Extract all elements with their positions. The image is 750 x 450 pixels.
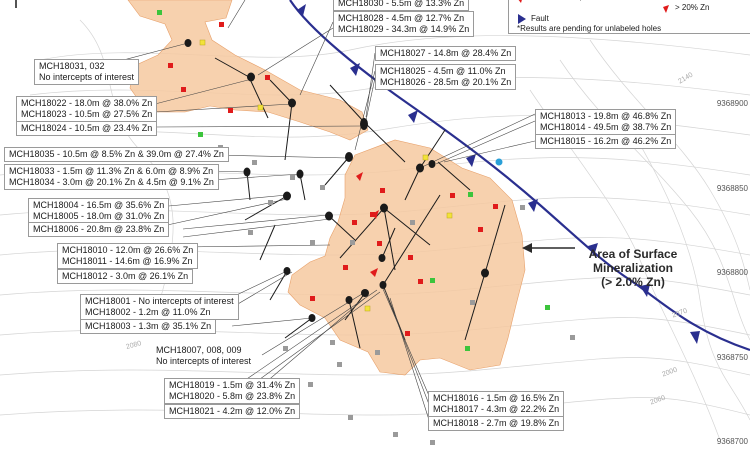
sample-unassayed [320, 185, 325, 190]
drill-label-mch18007 [156, 345, 251, 367]
sample-unassayed [393, 432, 398, 437]
drill-collar [288, 99, 296, 108]
drill-label-mch18016 [428, 391, 564, 417]
legend-note: *Results are pending for unlabeled holes [517, 24, 662, 33]
drill-label-line: MCH18011 - 14.6m @ 16.9% Zn [62, 256, 193, 266]
drill-collar [379, 254, 386, 262]
drill-label-line: MCH18004 - 16.5m @ 35.6% Zn [33, 200, 165, 210]
sample-high-grade [450, 193, 455, 198]
drill-label-line: MCH18015 - 16.2m @ 46.2% Zn [540, 136, 672, 146]
drill-label-line: MCH18006 - 20.8m @ 23.8% Zn [33, 224, 165, 234]
drill-label-line: MCH18021 - 4.2m @ 12.0% Zn [169, 406, 296, 416]
drill-collar [429, 160, 436, 168]
drill-label-mch18027 [375, 46, 516, 61]
sample-low-grade [545, 305, 550, 310]
drill-collar [360, 118, 368, 130]
drill-label-mch18013 [535, 109, 676, 135]
sample-high-grade [228, 108, 233, 113]
legend-fault-label: Fault [531, 14, 549, 23]
sample-unassayed [375, 350, 380, 355]
drill-collar [416, 164, 424, 173]
northing-label: 9368750 [716, 353, 748, 362]
sample-mid-grade [423, 155, 428, 160]
drill-label-line: MCH18026 - 28.5m @ 20.1% Zn [380, 77, 512, 87]
drill-label-line: MCH18024 - 10.5m @ 23.4% Zn [21, 123, 153, 133]
sample-unassayed [310, 240, 315, 245]
drill-label-mch18006 [28, 222, 169, 237]
contour-elevation: 2080 [125, 340, 143, 351]
drill-label-line: MCH18025 - 4.5m @ 11.0% Zn [380, 66, 506, 76]
northing-label: 9368700 [716, 437, 748, 446]
drill-label-mch18004 [28, 198, 169, 224]
sample-low-grade [157, 10, 162, 15]
drill-collar [346, 296, 353, 304]
sample-unassayed [348, 415, 353, 420]
area-label-line: (> 2.0% Zn) [601, 275, 665, 289]
drill-collar [325, 212, 333, 221]
sample-unassayed [283, 346, 288, 351]
drill-label-mch18003 [80, 319, 216, 334]
drill-label-line: MCH18001 - No intercepts of interest [85, 296, 234, 306]
drill-label-mch18033 [4, 164, 219, 190]
drill-label-line: MCH18023 - 10.5m @ 27.5% Zn [21, 109, 153, 119]
drill-label-mch18025 [375, 64, 516, 90]
drill-collar [380, 281, 387, 289]
surface-mineralization-label [578, 247, 688, 289]
sample-unassayed [248, 230, 253, 235]
drill-label-mch18021 [164, 404, 300, 419]
drill-label-line: MCH18033 - 1.5m @ 11.3% Zn & 6.0m @ 8.9% Zn [9, 166, 214, 176]
drill-label-mch18031 [34, 59, 139, 85]
drill-collar [481, 269, 489, 278]
sample-unassayed [430, 440, 435, 445]
sample-high-grade [380, 188, 385, 193]
drill-label-mch18028 [333, 11, 474, 37]
drill-label-line: MCH18020 - 5.8m @ 23.8% Zn [169, 391, 296, 401]
sample-unassayed [330, 340, 335, 345]
sample-mid-grade [200, 40, 205, 45]
sample-high-grade [405, 331, 410, 336]
sample-unassayed [570, 335, 575, 340]
contour-elevation: 2140 [677, 71, 695, 86]
northing-label: 9368850 [716, 184, 748, 193]
sample-low-grade [198, 132, 203, 137]
drill-label-mch18024 [16, 121, 157, 136]
sample-mid-grade [365, 306, 370, 311]
sample-high-grade [168, 63, 173, 68]
drill-label-mch18015 [535, 134, 676, 149]
drill-collar [247, 73, 255, 82]
drill-label-mch18012 [57, 269, 193, 284]
area-label-line: Mineralization [592, 261, 673, 275]
area-label-line: Area of Surface [588, 247, 678, 261]
drill-label-line: MCH18031, 032 [39, 61, 105, 71]
northing-label: 9368900 [716, 99, 748, 108]
drill-label-mch18019 [164, 378, 300, 404]
sample-high-grade [343, 265, 348, 270]
sample-unassayed [290, 175, 295, 180]
drill-collar [185, 39, 192, 47]
drill-label-line: MCH18002 - 1.2m @ 11.0% Zn [85, 307, 211, 317]
sample-mid-grade [447, 213, 452, 218]
sample-high-grade [310, 296, 315, 301]
drill-label-mch18030 [333, 0, 469, 11]
sample-unassayed [470, 300, 475, 305]
legend-fault-icon [518, 14, 526, 24]
drill-label-line: No intercepts of interest [39, 72, 135, 82]
drill-collar [345, 152, 353, 162]
map-legend [508, 0, 750, 34]
drill-label-line: MCH18003 - 1.3m @ 35.1% Zn [85, 321, 212, 331]
sample-low-grade [430, 278, 435, 283]
drill-label-line: MCH18030 - 5.5m @ 13.3% Zn [338, 0, 465, 8]
drill-label-line: MCH18014 - 49.5m @ 38.7% Zn [540, 122, 672, 132]
drill-collar [244, 168, 251, 177]
legend-channel-label [531, 0, 640, 1]
drill-collar [361, 289, 369, 297]
drill-label-line: MCH18034 - 3.0m @ 20.1% Zn & 4.5m @ 9.1% Zn [9, 177, 214, 187]
drill-collar [380, 204, 388, 213]
drill-label-mch18022 [16, 96, 157, 122]
drill-label-line: MCH18005 - 18.0m @ 31.0% Zn [33, 211, 165, 221]
sample-high-grade [493, 204, 498, 209]
sample-high-grade [219, 22, 224, 27]
drill-label-mch18001 [80, 294, 239, 320]
sample-unassayed [308, 382, 313, 387]
drill-collar [283, 192, 291, 201]
mineralization-zone-north [128, 0, 368, 140]
drill-label-line: MCH18019 - 1.5m @ 31.4% Zn [169, 380, 296, 390]
drill-collar [297, 170, 304, 179]
contour-elevation: 2000 [661, 366, 679, 379]
drill-collar [284, 267, 291, 275]
drill-label-line: MCH18022 - 18.0m @ 38.0% Zn [21, 98, 153, 108]
drill-label-line: No intercepts of interest [156, 356, 252, 366]
sample-special [496, 159, 503, 166]
sample-high-grade [478, 227, 483, 232]
legend-grade-label: > 20% Zn [675, 3, 710, 12]
drill-label-line: MCH18018 - 2.7m @ 19.8% Zn [433, 418, 560, 428]
sample-low-grade [468, 192, 473, 197]
drill-label-line: MCH18013 - 19.8m @ 46.8% Zn [540, 111, 672, 121]
legend-channel-icon [517, 0, 523, 3]
drill-label-line: MCH18010 - 12.0m @ 26.6% Zn [62, 245, 194, 255]
drill-label-line: MCH18007, 008, 009 [156, 345, 242, 355]
sample-mid-grade [258, 105, 263, 110]
sample-unassayed [520, 205, 525, 210]
sample-unassayed [337, 362, 342, 367]
sample-unassayed [410, 220, 415, 225]
sample-high-grade [265, 75, 270, 80]
northing-label: 9368800 [716, 268, 748, 277]
drill-label-line: MCH18012 - 3.0m @ 26.1% Zn [62, 271, 189, 281]
drill-label-mch18018 [428, 416, 564, 431]
sample-low-grade [465, 346, 470, 351]
legend-grade-icon [663, 5, 669, 13]
sample-high-grade [181, 87, 186, 92]
drill-label-line: MCH18016 - 1.5m @ 16.5% Zn [433, 393, 560, 403]
contour-elevation: 2060 [649, 394, 667, 407]
sample-unassayed [252, 160, 257, 165]
drill-label-mch18010 [57, 243, 198, 269]
sample-high-grade [352, 220, 357, 225]
drill-label-mch18035 [4, 147, 229, 162]
drill-label-line: MCH18017 - 4.3m @ 22.2% Zn [433, 404, 560, 414]
contour-elevation: 2070 [671, 307, 689, 320]
sample-unassayed [268, 200, 273, 205]
sample-unassayed [350, 240, 355, 245]
drill-label-line: MCH18028 - 4.5m @ 12.7% Zn [338, 13, 465, 23]
sample-high-grade [418, 279, 423, 284]
drill-label-line: MCH18035 - 10.5m @ 8.5% Zn & 39.0m @ 27.4% Zn [9, 149, 224, 159]
drill-label-line: MCH18029 - 34.3m @ 14.9% Zn [338, 24, 470, 34]
drill-collar [309, 314, 316, 322]
sample-high-grade [408, 255, 413, 260]
drill-label-line: MCH18027 - 14.8m @ 28.4% Zn [380, 48, 512, 58]
sample-high-grade [377, 241, 382, 246]
